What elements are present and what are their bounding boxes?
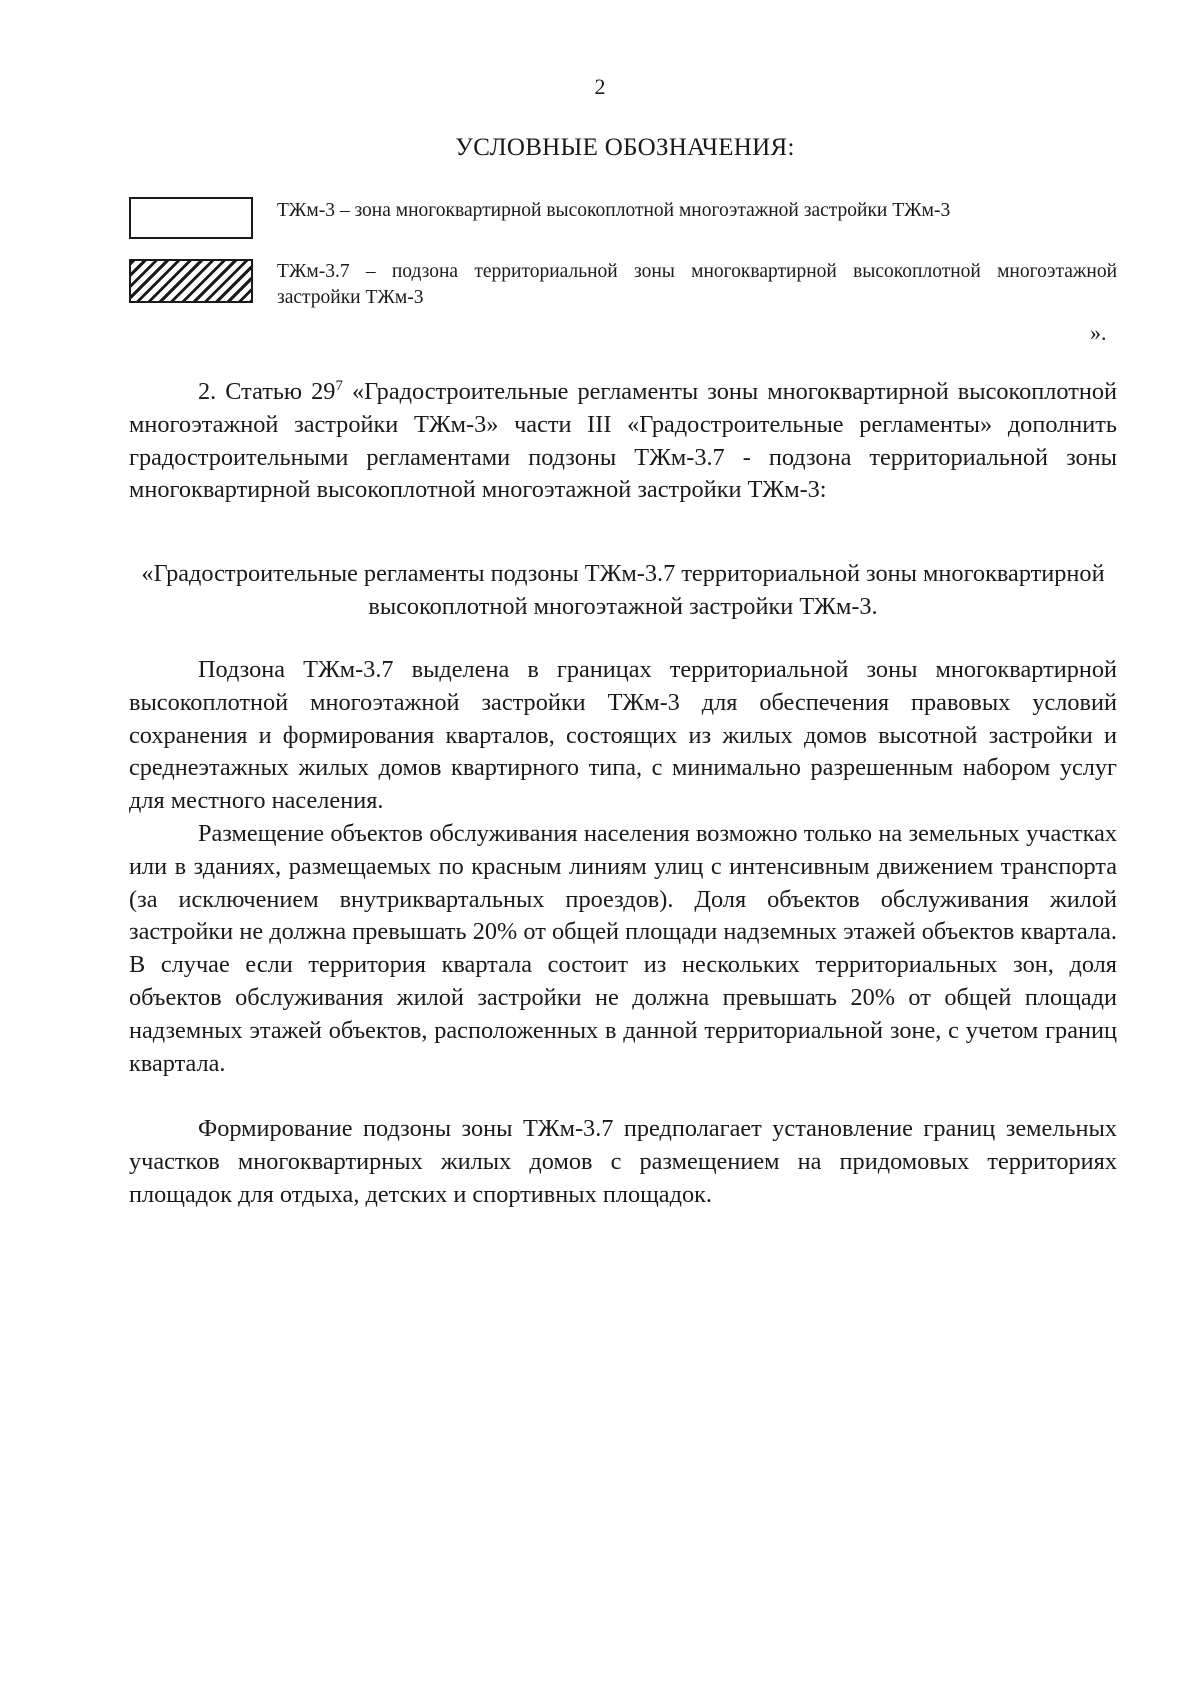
body-paragraph-3: Формирование подзоны зоны ТЖм-3.7 предполагает установление границ земельных участков многоквартирных жилых домов с размещением на придомовых территориях площадок для отдыха, детских и спортивных площадок. [129,1115,1117,1208]
legend-swatch-subzone-hatched [129,259,253,303]
article-prefix: 2. Статью 29 [198,378,336,405]
article-superscript: 7 [335,377,343,394]
article-text: «Градостроительные регламенты зоны многоквартирной высокоплотной многоэтажной застройки ТЖм-3» части III «Градостроительные регламенты» дополнить градостроительными регламентами подзоны ТЖм-3.7 - подзона территориальной зоны многоквартирной высокоплотной многоэтажной застройки ТЖм-3: [129,378,1117,504]
section-title: «Градостроительные регламенты подзоны ТЖм-3.7 территориальной зоны многоквартирной высокоплотной многоэтажной застройки ТЖм-3. [141,560,1105,620]
legend-text-zone: ТЖм-3 – зона многоквартирной высокоплотной многоэтажной застройки ТЖм-3 [277,200,951,221]
body-paragraph-1: Подзона ТЖм-3.7 выделена в границах территориальной зоны многоквартирной высокоплотной многоэтажной застройки ТЖм-3 для обеспечения правовых условий сохранения и формирования кварталов, состоящих из жилых домов высотной застройки и среднеэтажных жилых домов квартирного типа, с минимально разрешенным набором услуг для местного населения. [129,656,1117,815]
page-number: 2 [594,74,606,99]
legend-closing-quote: ». [1090,320,1107,345]
legend-text-subzone: ТЖм-3.7 – подзона территориальной зоны многоквартирной высокоплотной многоэтажной застройки ТЖм-3 [277,261,1117,308]
legend-swatch-zone [129,197,253,239]
legend-title: УСЛОВНЫЕ ОБОЗНАЧЕНИЯ: [455,134,795,161]
article-amendment-paragraph [129,376,1117,507]
body-paragraph-2: Размещение объектов обслуживания населения возможно только на земельных участках или в зданиях, размещаемых по красным линиям улиц с интенсивным движением транспорта (за исключением внутриквартальных проездов). Доля объектов обслуживания жилой застройки не должна превышать 20% от общей площади надземных этажей объектов квартала. В случае если территория квартала состоит из нескольких территориальных зон, доля объектов обслуживания жилой застройки не должна превышать 20% от общей площади надземных этажей объектов, расположенных в данной территориальной зоне, с учетом границ квартала. [129,820,1117,1077]
